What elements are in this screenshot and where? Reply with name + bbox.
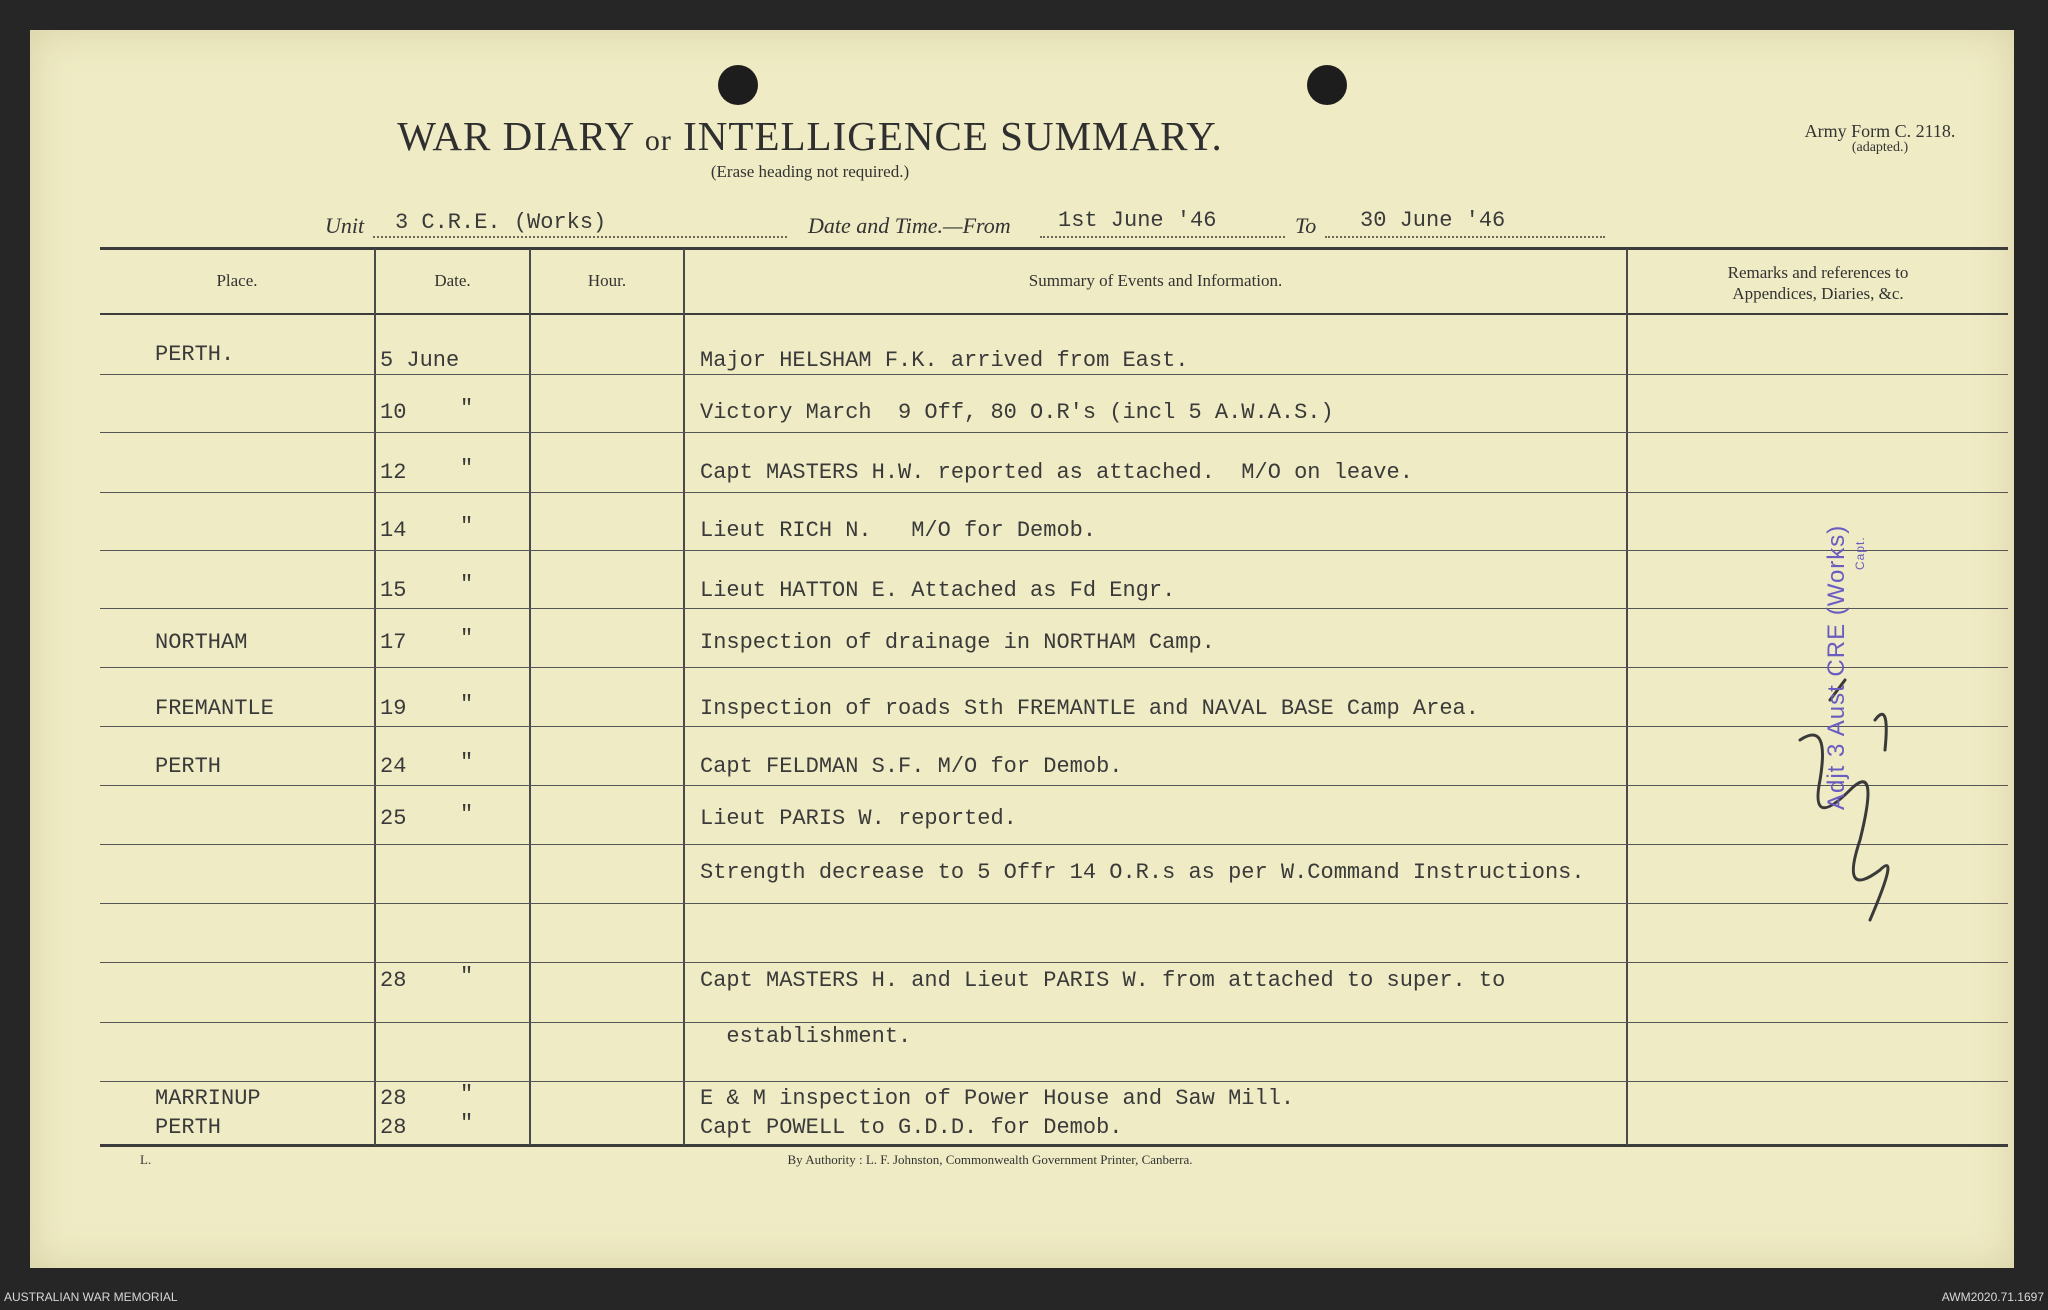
- row-rule: [100, 492, 2008, 493]
- row-summary: Lieut RICH N. M/O for Demob.: [700, 518, 1097, 543]
- row-rule: [100, 374, 2008, 375]
- row-place: NORTHAM: [155, 630, 248, 655]
- army-form-number: Army Form C. 2118. (adapted.): [1804, 121, 1956, 155]
- row-ditto: ": [460, 572, 474, 597]
- row-date: 28: [380, 1086, 407, 1111]
- row-rule: [100, 432, 2008, 433]
- row-ditto: ": [460, 1111, 474, 1136]
- row-summary: Lieut PARIS W. reported.: [700, 806, 1017, 831]
- table-top-border: [100, 247, 2008, 250]
- stamp-rank: Capt.: [1853, 536, 1867, 570]
- row-date: 12: [380, 460, 407, 485]
- date-to-value: 30 June '46: [1360, 208, 1506, 233]
- row-date: 14: [380, 518, 407, 543]
- date-from-label: Date and Time.—From: [808, 213, 1011, 238]
- date-to-label: To: [1295, 213, 1317, 238]
- row-summary: Capt MASTERS H. and Lieut PARIS W. from attached to super. to: [700, 968, 1506, 993]
- row-rule: [100, 785, 2008, 786]
- column-divider: [683, 249, 685, 1145]
- unit-label: Unit: [325, 213, 365, 238]
- date-from-value: 1st June '46: [1058, 208, 1217, 233]
- unit-value: 3 C.R.E. (Works): [395, 210, 607, 235]
- row-summary: Inspection of drainage in NORTHAM Camp.: [700, 630, 1215, 655]
- form-title: WAR DIARY or INTELLIGENCE SUMMARY.: [397, 113, 1223, 159]
- printer-authority: By Authority : L. F. Johnston, Commonwealth Government Printer, Canberra.: [787, 1152, 1193, 1167]
- row-summary: Capt MASTERS H.W. reported as attached. M/O on leave.: [700, 460, 1413, 485]
- form-subtitle: (Erase heading not required.): [710, 162, 910, 181]
- row-summary: Capt FELDMAN S.F. M/O for Demob.: [700, 754, 1123, 779]
- row-date: 28: [380, 968, 407, 993]
- row-ditto: ": [460, 1082, 474, 1107]
- row-summary: E & M inspection of Power House and Saw Mill.: [700, 1086, 1295, 1111]
- row-rule: [100, 1081, 2008, 1082]
- row-date: 28: [380, 1115, 407, 1140]
- row-rule: [100, 608, 2008, 609]
- stamp-text: Adjt 3 Aust CRE (Works): [1823, 524, 1850, 810]
- row-place: PERTH: [155, 1115, 222, 1140]
- diary-page: [30, 30, 2014, 1268]
- row-place: FREMANTLE: [155, 696, 274, 721]
- row-summary: Lieut HATTON E. Attached as Fd Engr.: [700, 578, 1176, 603]
- table-bottom-border: [100, 1144, 2008, 1147]
- row-rule: [100, 962, 2008, 963]
- row-ditto: ": [460, 396, 474, 421]
- row-ditto: ": [460, 692, 474, 717]
- row-rule: [100, 667, 2008, 668]
- row-date: 15: [380, 578, 407, 603]
- row-place: PERTH.: [155, 342, 235, 367]
- row-ditto: ": [460, 514, 474, 539]
- row-ditto: ": [460, 456, 474, 481]
- column-header-date: Date.: [434, 271, 471, 290]
- row-ditto: ": [460, 626, 474, 651]
- column-header-summary: Summary of Events and Information.: [1028, 271, 1283, 290]
- row-rule: [100, 844, 2008, 845]
- row-date: 5 June: [380, 348, 460, 373]
- diary-table: [30, 30, 2014, 1268]
- column-header-remarks: Remarks and references to Appendices, Diaries, &c.: [1727, 263, 1909, 304]
- archive-caption-left: AUSTRALIAN WAR MEMORIAL: [4, 1290, 178, 1304]
- row-ditto: ": [460, 964, 474, 989]
- column-header-hour: Hour.: [587, 271, 627, 290]
- row-date: 10: [380, 400, 407, 425]
- row-summary: Strength decrease to 5 Offr 14 O.R.s as per W.Command Instructions.: [700, 860, 1585, 885]
- row-date: 17: [380, 630, 407, 655]
- column-divider: [529, 249, 531, 1145]
- row-rule: [100, 903, 2008, 904]
- row-summary: Victory March 9 Off, 80 O.R's (incl 5 A.W.A.S.): [700, 400, 1334, 425]
- row-date: 25: [380, 806, 407, 831]
- row-date: 24: [380, 754, 407, 779]
- row-ditto: ": [460, 802, 474, 827]
- footer-mark: L.: [140, 1152, 152, 1167]
- row-ditto: ": [460, 750, 474, 775]
- row-rule: [100, 550, 2008, 551]
- row-rule: [100, 726, 2008, 727]
- row-summary: Major HELSHAM F.K. arrived from East.: [700, 348, 1189, 373]
- column-divider: [374, 249, 376, 1145]
- row-summary: Capt POWELL to G.D.D. for Demob.: [700, 1115, 1123, 1140]
- column-header-place: Place.: [216, 271, 258, 290]
- archive-caption-right: AWM2020.71.1697: [1941, 1290, 2044, 1304]
- row-summary: establishment.: [700, 1024, 912, 1049]
- column-divider: [1626, 249, 1628, 1145]
- row-place: PERTH: [155, 754, 222, 779]
- row-place: MARRINUP: [155, 1086, 261, 1111]
- row-summary: Inspection of roads Sth FREMANTLE and NAVAL BASE Camp Area.: [700, 696, 1479, 721]
- row-rule: [100, 1022, 2008, 1023]
- header-divider: [100, 313, 2008, 315]
- row-date: 19: [380, 696, 407, 721]
